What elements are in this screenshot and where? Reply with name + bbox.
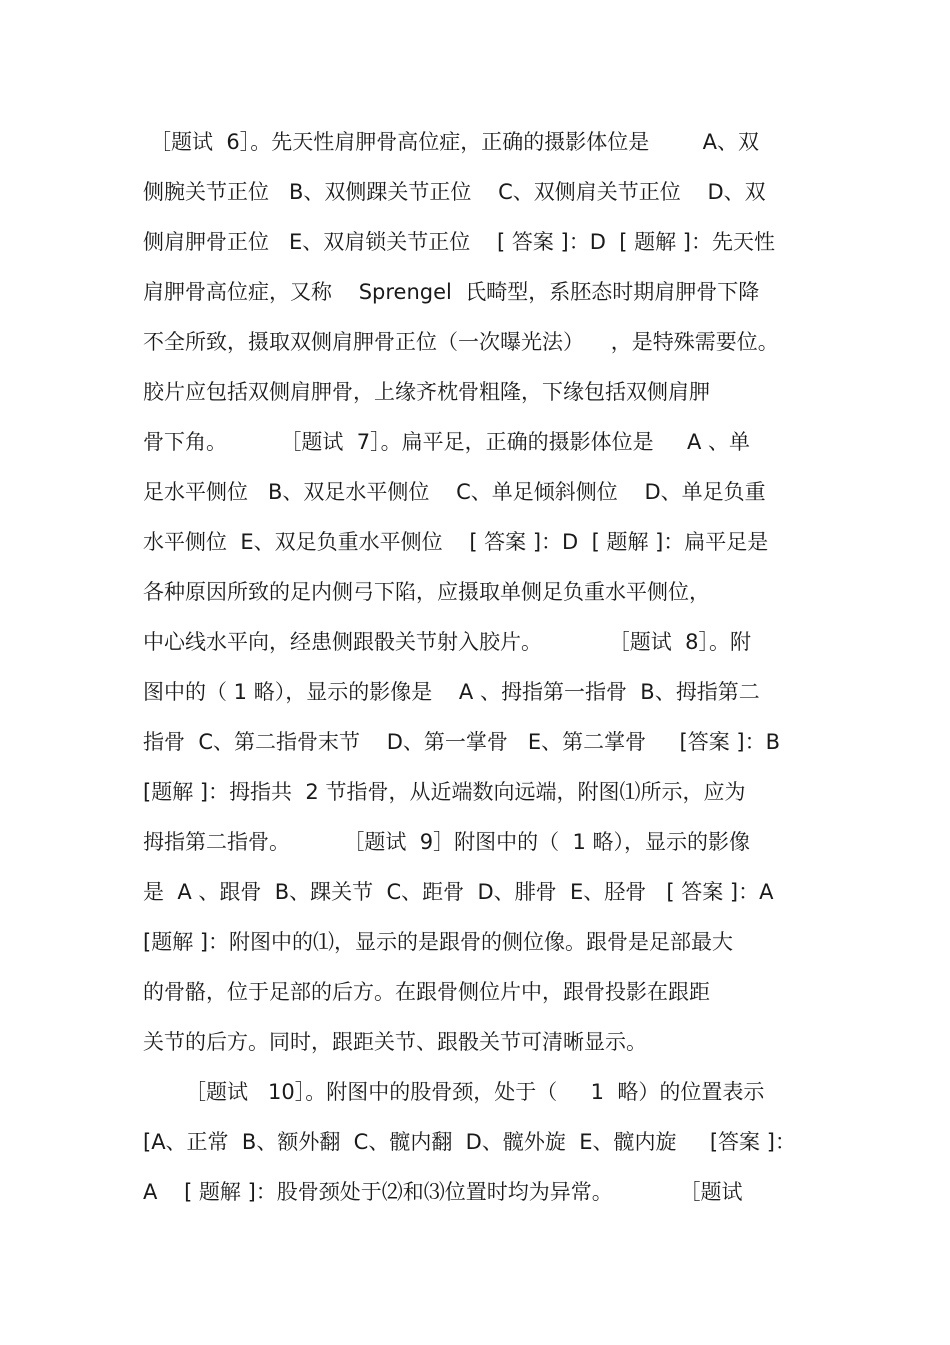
text-line: 侧肩胛骨正位 E、双肩锁关节正位 [ 答案 ]：D [ 题解 ]：先天性 — [143, 230, 775, 254]
text-line: 胶片应包括双侧肩胛骨，上缘齐枕骨粗隆，下缘包括双侧肩胛 — [143, 380, 710, 404]
text-line: 中心线水平向，经患侧跟骰关节射入胶片。 ［题试 8］。附 — [143, 630, 751, 654]
text-line: 各种原因所致的足内侧弓下陷，应摄取单侧足负重水平侧位， — [143, 580, 710, 604]
text-line: 侧腕关节正位 B、双侧踝关节正位 C、双侧肩关节正位 D、双 — [143, 180, 766, 204]
text-line: 骨下角。 ［题试 7］。扁平足，正确的摄影体位是 A 、单 — [143, 430, 751, 454]
text-line: ［题试 10］。附图中的股骨颈，处于（ 1 略）的位置表示 — [185, 1080, 765, 1104]
text-line: [题解 ]：附图中的⑴，显示的是跟骨的侧位像。跟骨是足部最大 — [143, 930, 734, 954]
text-line: 关节的后方。同时，跟距关节、跟骰关节可清晰显示。 — [143, 1030, 647, 1054]
text-line: [题解 ]：拇指共 2 节指骨，从近端数向远端，附图⑴所示，应为 — [143, 780, 746, 804]
text-line: 图中的（ 1 略），显示的影像是 A 、拇指第一指骨 B、拇指第二 — [143, 680, 760, 704]
text-line: 是 A 、跟骨 B、踝关节 C、距骨 D、腓骨 E、胫骨 [ 答案 ]：A — [143, 880, 774, 904]
text-line: A [ 题解 ]：股骨颈处于⑵和⑶位置时均为异常。 ［题试 — [143, 1180, 743, 1204]
text-line: 肩胛骨高位症，又称 Sprengel 氏畸型，系胚态时期肩胛骨下降 — [143, 280, 760, 304]
text-line: [A、正常 B、额外翻 C、髋内翻 D、髋外旋 E、髋内旋 [答案 ]： — [143, 1130, 796, 1154]
text-line: 拇指第二指骨。 ［题试 9］附图中的（ 1 略），显示的影像 — [143, 830, 750, 854]
text-line: ［题试 6］。先天性肩胛骨高位症，正确的摄影体位是 A、双 — [150, 130, 759, 154]
text-line: 的骨骼，位于足部的后方。在跟骨侧位片中，跟骨投影在跟距 — [143, 980, 710, 1004]
text-line: 足水平侧位 B、双足水平侧位 C、单足倾斜侧位 D、单足负重 — [143, 480, 766, 504]
text-line: 指骨 C、第二指骨末节 D、第一掌骨 E、第二掌骨 [答案 ]：B — [143, 730, 781, 754]
text-line: 水平侧位 E、双足负重水平侧位 [ 答案 ]：D [ 题解 ]：扁平足是 — [143, 530, 769, 554]
text-line: 不全所致，摄取双侧肩胛骨正位（一次曝光法） ，是特殊需要位。 — [143, 330, 779, 354]
